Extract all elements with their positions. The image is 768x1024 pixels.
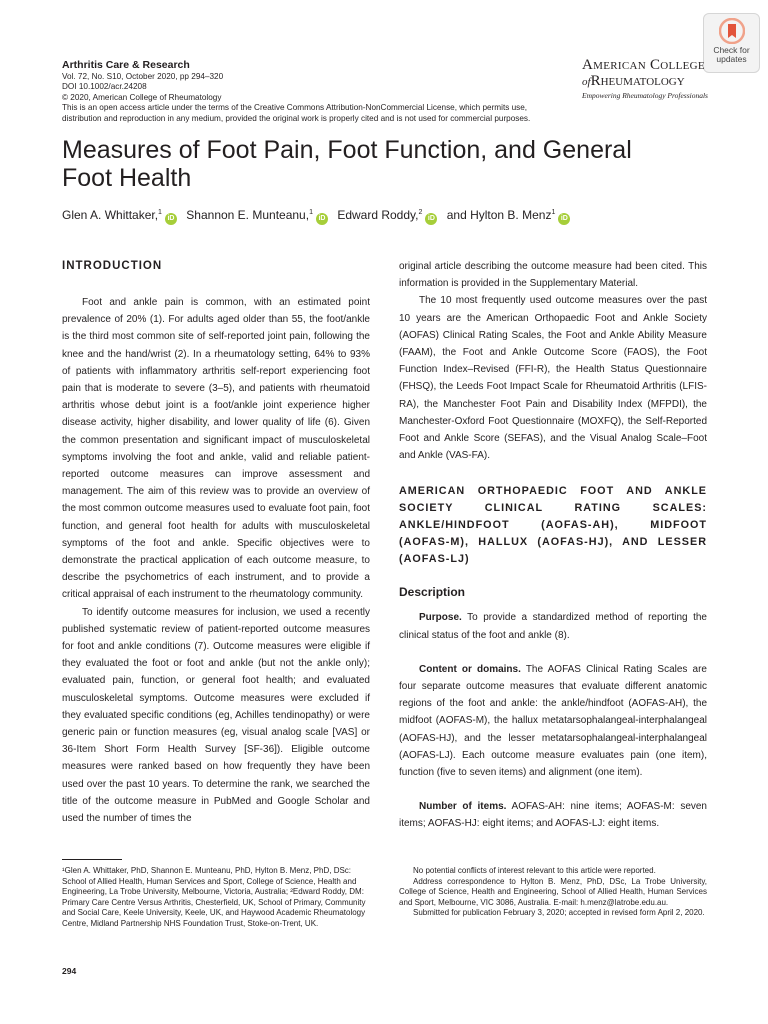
badge-line-2: updates [716, 54, 747, 64]
bookmark-icon [719, 18, 745, 44]
right-column [399, 258, 707, 833]
correspondence-note: Address correspondence to Hylton B. Menz, PhD, DSc, La Trobe University, College of Science, Health and Engineering, School of Allied Health, Human Services and Sport, Melbourne, VIC 3086, Australia. E-mail: h.menz@latrobe.edu.au. [399, 876, 707, 907]
page-number: 294 [62, 966, 77, 976]
logo-of: of [582, 76, 591, 88]
orcid-icon[interactable]: iD [316, 213, 328, 225]
author-name: Glen A. Whittaker, [62, 208, 159, 222]
author-name: Shannon E. Munteanu, [186, 208, 310, 222]
author-list [62, 205, 576, 225]
volume-line: Vol. 72, No. S10, October 2020, pp 294–320 [62, 72, 224, 81]
left-column [62, 258, 370, 827]
author-name: and Hylton B. Menz [446, 208, 552, 222]
author-affiliation: 1 [158, 209, 162, 216]
items-paragraph [399, 798, 707, 832]
orcid-icon[interactable]: iD [425, 213, 437, 225]
orcid-icon[interactable]: iD [165, 213, 177, 225]
items-text: AOFAS-AH: nine items; AOFAS-M: seven items; AOFAS-HJ: eight items; and AOFAS-LJ: eight items. [399, 801, 707, 830]
journal-info [62, 59, 530, 124]
right-paragraph-1: The 10 most frequently used outcome measures over the past 10 years are the American Orthopaedic Foot and Ankle Society (AOFAS) Clinical Rating Scales, the Foot and Ankle Ability Measure (FAAM), the Foot and Ankle Outcome Score (FAOS), the Foot Function Index–Revised (FFI-R), the Health Status Questionnaire (FHSQ), the Leeds Foot Impact Scale for Rheumatoid Arthritis (LFIS-RA), the Manchester Foot Pain and Disability Index (MFPDI), the Manchester-Oxford Foot Questionnaire (MOXFQ), the Self-Reported Foot and Ankle Score (SEFAS), and the Visual Analog Scale–Foot and Ankle (VAS-FA). [399, 295, 707, 462]
orcid-icon[interactable]: iD [558, 213, 570, 225]
intro-paragraph-1: Foot and ankle pain is common, with an estimated point prevalence of 20% (1). For adults aged older than 55, the foot/ankle is the third most common site of self-reported joint pain, following the knee and the hand/wrist (2). In a rheumatology setting, 64% to 93% of patients with inflammatory arthritis self-report experiencing foot pain that is moderate to severe (3–5), and patients with rheumatoid arthritis whose debut joint is a foot/ankle joint experience higher disease activity, higher disability, and lower quality of life (6). Given the common presentation and significant impact of musculoskeletal symptoms involving the foot and ankle, valid and reliable patient-reported outcome measures can improve assessment and management. The aim of this review was to provide an overview of the most common outcome measures used to evaluate foot pain, foot function, and general foot health for adults with musculoskeletal symptoms of the foot and ankle. Specific objectives were to demonstrate the practical application of each outcome measure, to describe the psychometrics of each instrument, and to provide a critical appraisal of each instrument to the rheumatology community. [62, 297, 370, 601]
items-label: Number of items. [419, 801, 507, 813]
intro-paragraph-2: To identify outcome measures for inclusion, we used a recently published systematic review of patient-reported outcome measures for foot and ankle conditions (7). Outcome measures were eligible if they evaluated the foot or foot and ankle (but not the ankle only); evaluated pain, function, or general foot health; and evaluated musculoskeletal symptoms. Outcome measures were excluded if they evaluated specific conditions (eg, Achilles tendinopathy) or were generic pain or function measures (eg, visual analog scale [VAS] or 36-Item Short Form Health Survey [SF-36]). Eligible outcome measures were ranked based on how frequently they have been used over the past 10 years. To determine the rank, we searched the title of the outcome measure in PubMed and Google Scholar and used the number of times the [62, 606, 370, 825]
submission-note: Submitted for publication February 3, 2020; accepted in revised form April 2, 2020. [413, 908, 705, 917]
content-paragraph [399, 661, 707, 781]
logo-tagline: Empowering Rheumatology Professionals [582, 91, 708, 100]
introduction-heading: INTRODUCTION [62, 260, 163, 272]
logo-line-2-text: Rheumatology [590, 73, 685, 89]
purpose-text: To provide a standardized method of reporting the clinical status of the foot and ankle (8). [399, 612, 707, 641]
content-label: Content or domains. [419, 663, 521, 675]
logo-line-2 [582, 73, 722, 91]
author-affiliation: 1 [309, 209, 313, 216]
license-line-1: This is an open access article under the terms of the Creative Commons Attribution-NonCommercial License, which permits use, [62, 103, 528, 113]
copyright: © 2020, American College of Rheumatology [62, 92, 222, 102]
purpose-paragraph [399, 609, 707, 643]
journal-name: Arthritis Care & Research [62, 59, 190, 71]
conflicts-note: No potential conflicts of interest relevant to this article were reported. [413, 866, 656, 875]
logo-line-1: American College [582, 57, 705, 73]
content-text: The AOFAS Clinical Rating Scales are four separate outcome measures that evaluate different anatomic regions of the foot and ankle: the ankle/hindfoot (AOFAS-AH), the midfoot (AOFAS-M), the hallux metatarsophalangeal-interphalangeal (AOFAS-HJ), and the lesser metatarsophalangeal-interphalangeal (AOFAS-LJ). Each outcome measure evaluates pain (one item), function (five to seven items) and alignment (one item). [399, 663, 707, 779]
acr-logo [582, 58, 722, 100]
purpose-label: Purpose. [419, 612, 462, 624]
doi[interactable]: DOI 10.1002/acr.24208 [62, 82, 147, 92]
affiliation-footnote: ¹Glen A. Whittaker, PhD, Shannon E. Munteanu, PhD, Hylton B. Menz, PhD, DSc: School of Allied Health, Human Services and Sport, College of Science, Health and Engineering, La Trobe University, Melbourne, Victoria, Australia; ²Edward Roddy, DM: Primary Care Centre Versus Arthritis, Chesterfield, UK, School of Primary, Community and Social Care, Keele University, Keele, UK, and Haywood Academic Rheumatology Centre, Midland Partnership NHS Foundation Trust, Stoke-on-Trent, UK. [62, 866, 366, 928]
author-name: Edward Roddy, [337, 208, 419, 222]
article-title: Measures of Foot Pain, Foot Function, and General Foot Health [62, 136, 632, 192]
badge-line-1: Check for [713, 45, 750, 55]
author-affiliation: 1 [551, 209, 556, 216]
right-footnotes [399, 866, 707, 919]
author-affiliation: 2 [418, 209, 423, 216]
right-paragraph-0: original article describing the outcome measure had been cited. This information is provided in the Supplementary Material. [399, 261, 707, 290]
footnote-divider [62, 859, 122, 860]
license-line-2: distribution and reproduction in any medium, provided the original work is properly cited and is not used for commercial purposes. [62, 113, 531, 123]
left-footnote [62, 866, 370, 929]
description-subheading: Description [399, 585, 466, 600]
aofas-section-heading: AMERICAN ORTHOPAEDIC FOOT AND ANKLE SOCIETY CLINICAL RATING SCALES: ANKLE/HINDFOOT (AOFAS-AH), MIDFOOT (AOFAS-M), HALLUX (AOFAS-HJ), AND LESSER (AOFAS-LJ) [399, 485, 707, 566]
